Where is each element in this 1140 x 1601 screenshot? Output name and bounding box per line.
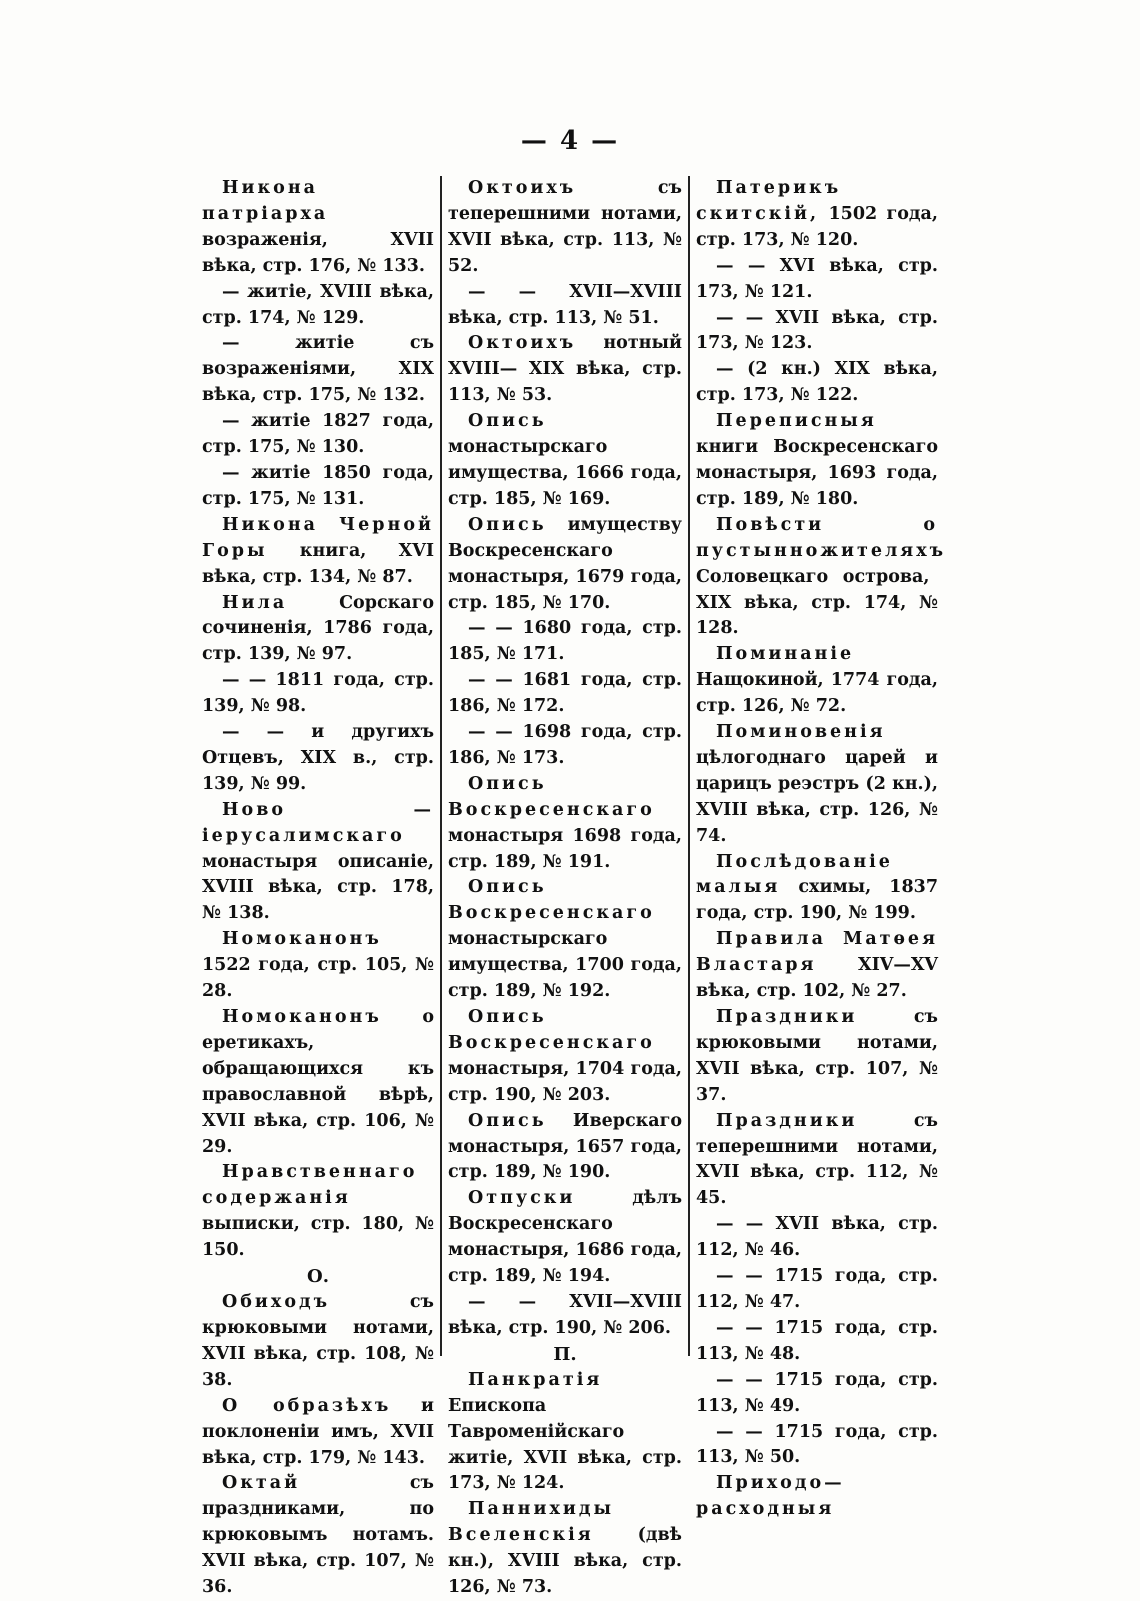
entry-text: съ теперешними нотами, XVII вѣка, стр. 112, № 45. [696, 1110, 938, 1209]
index-entry [202, 927, 434, 1005]
index-entry [696, 1264, 938, 1316]
index-entry [448, 720, 682, 772]
index-entry [696, 357, 938, 409]
index-entry [202, 720, 434, 798]
section-letter: О. [307, 1266, 329, 1288]
index-entry [202, 461, 434, 513]
entry-headword: Праздники [716, 1007, 858, 1027]
index-entry [696, 1420, 938, 1472]
index-entry [202, 1394, 434, 1472]
entry-text: 1502 года, стр. 173, № 120. [696, 203, 938, 250]
entry-text: — — и другихъ Отцевъ, XIX в., стр. 139, № 99. [202, 722, 434, 794]
index-entry [448, 1368, 682, 1498]
index-column-3 [690, 176, 947, 1520]
entry-headword: Опись Воскресенскаго [448, 1007, 655, 1053]
entry-headword: Опись Воскресенскаго [448, 877, 655, 924]
entry-headword: Октоихъ [468, 333, 577, 354]
index-entry [696, 1109, 938, 1213]
entry-text: 1522 года, стр. 105, № 28. [202, 955, 434, 1002]
index-entry [448, 1497, 682, 1601]
entry-headword: Переписныя [716, 411, 877, 432]
entry-text: возраженія, XVII вѣка, стр. 176, № 133. [202, 229, 434, 276]
entry-text: — — XVI вѣка, стр. 173, № 121. [696, 255, 938, 302]
entry-text: и поклоненіи имъ, XVII вѣка, стр. 179, № 143. [202, 1395, 435, 1468]
index-column-2 [440, 176, 690, 1598]
entry-headword: Отпуски [468, 1188, 576, 1209]
index-entry [696, 642, 938, 720]
index-entry [448, 1290, 682, 1342]
index-entry [448, 176, 682, 280]
entry-text: Нащокиной, 1774 года, стр. 126, № 72. [696, 670, 938, 717]
index-entry [696, 409, 938, 513]
index-entry [202, 176, 434, 280]
index-entry [448, 616, 682, 668]
index-columns [196, 176, 947, 1598]
entry-headword: Поминаніе [716, 644, 855, 665]
index-entry [448, 331, 682, 409]
entry-text: — — 1715 года, стр. 113, № 50. [696, 1421, 938, 1468]
entry-text: — — 1698 года, стр. 186, № 173. [448, 722, 682, 768]
entry-text: XIV—XV вѣка, стр. 102, № 27. [696, 955, 938, 1002]
entry-text: — житіе, XVIII вѣка, стр. 174, № 129. [202, 281, 434, 328]
index-entry [448, 875, 682, 1005]
index-entry [696, 927, 938, 1005]
entry-headword: Паннихиды Вселенскія [448, 1499, 615, 1546]
index-entry [202, 513, 434, 591]
entry-text: — житіе 1827 года, стр. 175, № 130. [202, 411, 434, 458]
entry-text: — — 1715 года, стр. 113, № 48. [696, 1317, 938, 1364]
index-entry [696, 306, 938, 358]
entry-text: Епископа Тавроменійскаго житіе, XVII вѣка, стр. 173, № 124. [448, 1395, 682, 1494]
entry-headword: Нила [222, 592, 288, 613]
entry-headword: Праздники [716, 1110, 858, 1131]
index-entry [448, 280, 682, 332]
entry-text: Соловецкаго острова, XIX вѣка, стр. 174, № 128. [696, 566, 938, 639]
index-entry [448, 513, 682, 617]
entry-text: выписки, стр. 180, № 150. [202, 1214, 434, 1261]
entry-headword: Опись Воскресенскаго [448, 773, 655, 820]
entry-text: Иверскаго монастыря, 1657 года, стр. 189, № 190. [448, 1110, 682, 1183]
index-entry [448, 772, 682, 876]
index-entry [448, 1005, 682, 1109]
entry-headword: Обиходъ [222, 1292, 331, 1313]
index-entry [696, 1212, 938, 1264]
index-entry [202, 1005, 434, 1160]
index-entry [202, 1160, 434, 1264]
entry-headword: Ново — іерусалимскаго [202, 799, 434, 846]
index-entry [448, 1186, 682, 1290]
entry-headword: Правила Матѳея Властаря [696, 929, 938, 976]
entry-text: — — XVII—XVIII вѣка, стр. 113, № 51. [448, 281, 682, 328]
index-entry [696, 513, 947, 643]
entry-headword: Панкратія [468, 1369, 603, 1390]
index-entry [696, 254, 938, 306]
index-entry [696, 1005, 938, 1109]
entry-headword: Номоканонъ [222, 1007, 382, 1027]
entry-text: монастыря описаніе, XVIII вѣка, стр. 178, № 138. [202, 851, 434, 924]
entry-headword: Послѣдованіе малыя [696, 851, 893, 898]
index-entry [202, 591, 434, 669]
entry-headword: Опись [468, 1110, 547, 1131]
page-number: — 4 — [520, 126, 620, 156]
entry-text: — житіе 1850 года, стр. 175, № 131. [202, 462, 434, 509]
entry-text: — — XVII вѣка, стр. 112, № 46. [696, 1214, 938, 1261]
entry-headword: Октоихъ [468, 178, 577, 198]
index-entry [448, 668, 682, 720]
entry-headword: Приходо—расходныя [696, 1473, 845, 1520]
index-entry [448, 1109, 682, 1187]
entry-text: Сорскаго сочиненія, 1786 года, стр. 139, № 97. [202, 592, 434, 665]
index-entry [696, 1368, 938, 1420]
entry-text: — — 1715 года, стр. 112, № 47. [696, 1266, 938, 1312]
entry-text: (двѣ кн.), XVIII вѣка, стр. 126, № 73. [448, 1525, 682, 1598]
entry-text: книги Воскресенскаго монастыря, 1693 года, стр. 189, № 180. [696, 437, 938, 509]
entry-text: монастырскаго имущества, 1700 года, стр. 189, № 192. [448, 929, 682, 1002]
entry-text: монастырскаго имущества, 1666 года, стр. 185, № 169. [448, 437, 682, 509]
index-entry [696, 176, 938, 254]
entry-text: съ крюковыми нотами, XVII вѣка, стр. 107, № 37. [696, 1007, 938, 1105]
entry-headword: Опись [468, 411, 547, 432]
entry-headword: Никона патріарха [202, 178, 329, 224]
index-entry [696, 850, 938, 928]
entry-text: монастыря 1698 года, стр. 189, № 191. [448, 825, 682, 872]
entry-text: — — 1811 года, стр. 139, № 98. [202, 670, 434, 717]
index-entry [202, 331, 434, 409]
entry-text: дѣлъ Воскресенскаго монастыря, 1686 года, стр. 189, № 194. [448, 1188, 682, 1287]
index-entry [202, 798, 434, 928]
entry-headword: Поминовенія [716, 722, 886, 743]
entry-text: нотный XVIII— XIX вѣка, стр. 113, № 53. [448, 333, 682, 406]
entry-text: — — XVII—XVIII вѣка, стр. 190, № 206. [448, 1291, 682, 1338]
entry-text: — — 1715 года, стр. 113, № 49. [696, 1369, 938, 1416]
entry-text: — (2 кн.) XIX вѣка, стр. 173, № 122. [696, 359, 938, 406]
entry-text: — житіе съ возраженіями, XIX вѣка, стр. 175, № 132. [202, 333, 434, 406]
entry-text: схимы, 1837 года, стр. 190, № 199. [696, 877, 938, 924]
entry-text: — — XVII вѣка, стр. 173, № 123. [696, 307, 938, 354]
entry-text: — — 1681 года, стр. 186, № 172. [448, 670, 682, 717]
index-entry [696, 1316, 938, 1368]
entry-text: съ праздниками, по крюковымъ нотамъ. XVII вѣка, стр. 107, № 36. [202, 1473, 434, 1598]
entry-headword: Никона Черной Горы [202, 514, 434, 561]
entry-text: монастыря, 1704 года, стр. 190, № 203. [448, 1058, 682, 1105]
entry-headword: Нравственнаго содержанія [202, 1162, 418, 1209]
entry-headword: Октай [222, 1473, 301, 1494]
index-entry [202, 280, 434, 332]
index-entry [202, 1471, 434, 1601]
section-letter: П. [553, 1343, 577, 1365]
entry-text: съ теперешними нотами, XVII вѣка, стр. 113, № 52. [448, 178, 682, 276]
index-entry [696, 1471, 938, 1523]
entry-text: имуществу Воскресенскаго монастыря, 1679 года, стр. 185, № 170. [448, 514, 682, 613]
entry-text: о еретикахъ, обращающихся къ православной вѣрѣ, XVII вѣка, стр. 106, № 29. [202, 1007, 434, 1157]
entry-headword: Повѣсти о пустынножителяхъ [696, 514, 947, 561]
entry-text: книга, XVI вѣка, стр. 134, № 87. [202, 540, 434, 587]
index-entry [202, 409, 434, 461]
index-entry [202, 668, 434, 720]
entry-headword: Номоканонъ [222, 929, 382, 950]
index-entry [696, 720, 938, 850]
entry-text: цѣлогоднаго царей и царицъ реэстръ (2 кн.), XVIII вѣка, стр. 126, № 74. [696, 747, 938, 846]
entry-headword: Опись [468, 514, 547, 535]
entry-text: — — 1680 года, стр. 185, № 171. [448, 618, 682, 665]
entry-text: съ крюковыми нотами, XVII вѣка, стр. 108, № 38. [202, 1292, 434, 1390]
index-column-1 [196, 176, 440, 1598]
entry-headword: Патерикъ скитскій, [696, 178, 842, 224]
index-entry [448, 409, 682, 513]
entry-headword: О образѣхъ [222, 1395, 392, 1416]
index-entry [202, 1290, 434, 1394]
